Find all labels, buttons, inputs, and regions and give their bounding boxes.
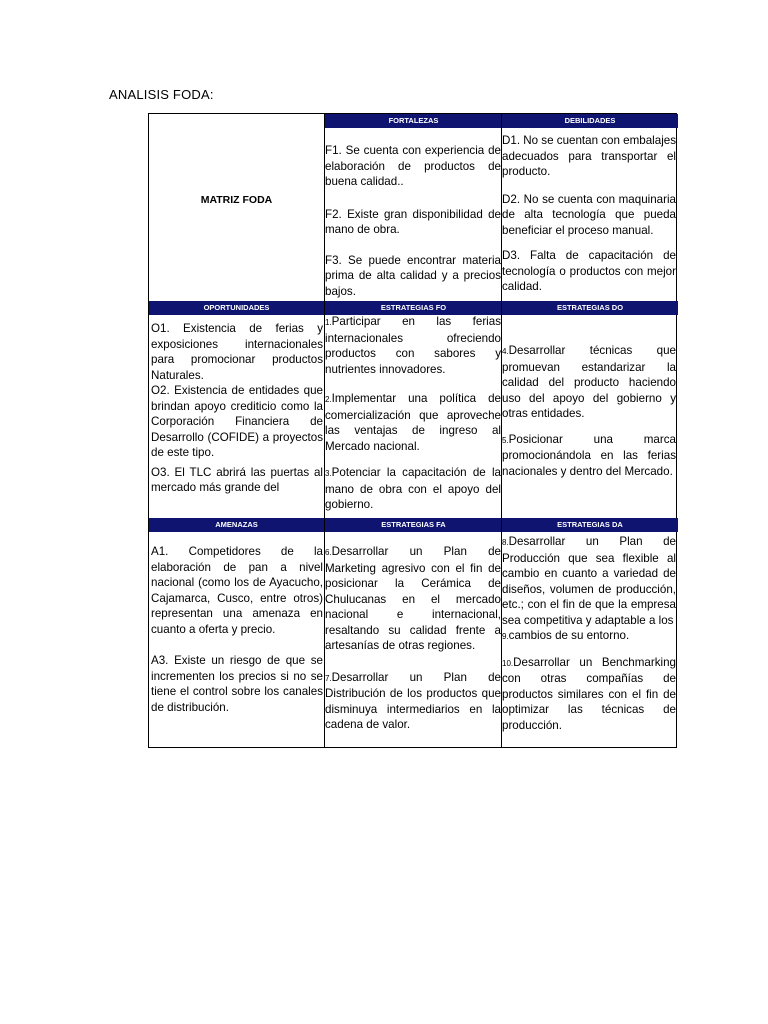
debilidad-item: D2. No se cuenta con maquinaria de alta tecnología que pueda beneficiar el proceso manual. (502, 192, 676, 237)
matrix-label: MATRIZ FODA (200, 194, 273, 206)
strategy-text: Potenciar la capacitación de la mano de obra con el apoyo del gobierno. (325, 466, 501, 511)
strategy-number: 10. (502, 658, 514, 668)
estrategia-fa-item (325, 670, 501, 733)
estrategia-fo-item (325, 465, 501, 513)
estrategias-da-cell (502, 534, 676, 744)
oportunidades-cell (151, 321, 323, 518)
header-amenazas: AMENAZAS (149, 518, 324, 532)
strategy-number: 2. (325, 395, 332, 404)
estrategias-do-cell (502, 343, 676, 518)
estrategia-fo-item (325, 314, 501, 377)
fortaleza-item: F1. Se cuenta con experiencia de elaboración de productos de buena calidad.. (325, 144, 501, 188)
strategy-number: 1. (325, 318, 332, 327)
estrategia-da-item (502, 628, 676, 645)
estrategias-fa-cell (325, 544, 501, 744)
foda-matrix (148, 113, 677, 748)
strategy-text: Desarrollar un Plan de Marketing agresivo con el fin de posicionar la Cerámica de Chulucanas en el mercado nacional e internacional, resaltando su calidad frente a artesanías de otras regiones. (325, 545, 501, 652)
debilidad-item: D1. No se cuentan con embalajes adecuados para transportar el producto. (502, 134, 676, 178)
oportunidad-item: O1. Existencia de ferias y exposiciones internacionales para promocionar productos Naturales. (151, 322, 323, 382)
strategy-number: 5. (502, 435, 509, 445)
strategy-number: 7. (325, 673, 332, 683)
estrategia-fo-item (325, 391, 501, 454)
strategy-text: Posicionar una marca promocionándola en las ferias nacionales y dentro del Mercado. (502, 432, 676, 478)
estrategia-fa-item (325, 544, 501, 654)
debilidades-cell (502, 133, 676, 301)
oportunidad-item: O3. El TLC abrirá las puertas al mercado más grande del (151, 465, 323, 494)
strategy-number: 3. (325, 469, 332, 478)
estrategia-do-item (502, 432, 676, 480)
header-estrategias-fo: ESTRATEGIAS FO (324, 301, 502, 315)
fortaleza-item: F2. Existe gran disponibilidad de mano de obra. (325, 207, 501, 236)
header-oportunidades: OPORTUNIDADES (149, 301, 324, 315)
document-title: ANALISIS FODA: (109, 87, 214, 102)
debilidad-item: D3. Falta de capacitación de tecnología o productos con mejor calidad. (502, 249, 676, 293)
strategy-text: Participar en las ferias internacionales ofreciendo productos con sabores y nutrientes innovadores. (325, 315, 501, 376)
strategy-text: Desarrollar un Plan de Distribución de los productos que disminuya intermediarios en la cadena de valor. (325, 670, 501, 731)
header-debilidades: DEBILIDADES (501, 114, 678, 128)
strategy-number: 4. (502, 347, 509, 356)
strategy-text: cambios de su entorno. (508, 629, 630, 642)
fortaleza-item: F3. Se puede encontrar materia prima de alta calidad y a precios bajos. (325, 253, 501, 298)
header-estrategias-fa: ESTRATEGIAS FA (324, 518, 502, 532)
oportunidad-item: O2. Existencia de entidades que brindan apoyo crediticio como la Corporación Financiera de Desarrollo (COFIDE) a proyectos de este tipo. (151, 384, 323, 459)
strategy-number: 6. (325, 548, 332, 557)
strategy-number: 9. (502, 632, 509, 641)
estrategia-da-item (502, 655, 676, 734)
estrategias-fo-cell (325, 314, 501, 518)
amenaza-item: A1. Competidores de la elaboración de pan a nivel nacional (como los de Ayacucho, Cajamarca, Cusco, entre otros) representan una amenaza en cuanto a oferta y precio. (151, 545, 323, 636)
strategy-text: Desarrollar técnicas que promuevan estandarizar la calidad del producto haciendo uso del apoyo del gobierno y otras entidades. (502, 344, 676, 420)
amenaza-item: A3. Existe un riesgo de que se incrementen los precios si no se tiene el control sobre los canales de distribución. (151, 654, 323, 714)
header-estrategias-do: ESTRATEGIAS DO (501, 301, 678, 315)
header-fortalezas: FORTALEZAS (324, 114, 502, 128)
strategy-text: Implementar una política de comercialización que aproveche las ventajas de ingreso al Mercado nacional. (325, 392, 501, 453)
amenazas-cell (151, 544, 323, 744)
fortalezas-cell (325, 143, 501, 301)
estrategia-da-item (502, 534, 676, 628)
strategy-text: Desarrollar un Benchmarking con otras compañías de productos similares con el fin de optimizar las técnicas de producción. (502, 655, 676, 732)
header-estrategias-da: ESTRATEGIAS DA (501, 518, 678, 532)
strategy-number: 8. (502, 538, 509, 547)
strategy-text: Desarrollar un Plan de Producción que sea flexible al cambio en cuanto a variedad de diseños, volumen de producción, etc.; con el fin de que la empresa sea competitiva y adaptable a los (502, 535, 676, 627)
estrategia-do-item (502, 343, 676, 422)
